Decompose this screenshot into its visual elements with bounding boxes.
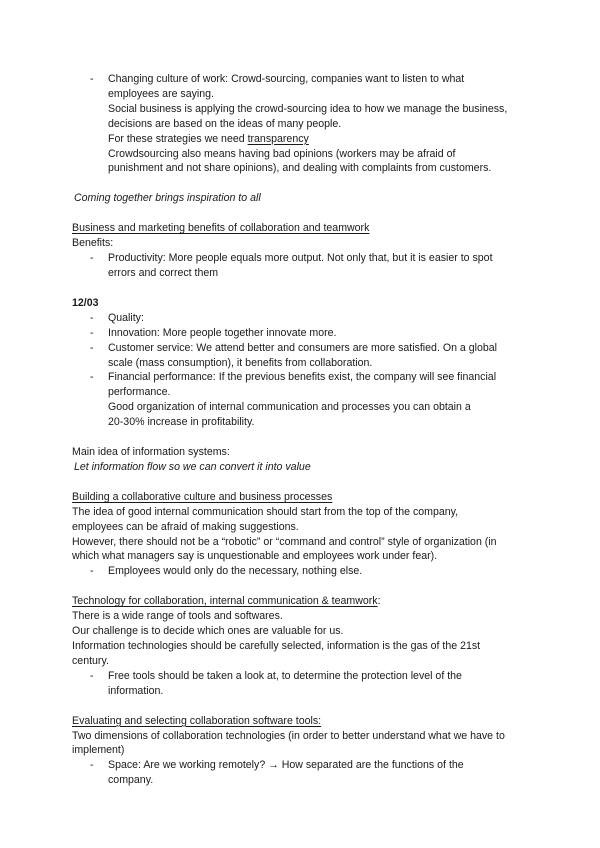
- bullet-dash: -: [90, 565, 94, 578]
- list-item: [72, 758, 532, 788]
- section-heading-technology: Technology for collaboration, internal communication & teamwork: [72, 595, 378, 608]
- text-line: century.: [72, 654, 109, 667]
- quote-inspiration: Coming together brings inspiration to all: [74, 192, 261, 205]
- text-line: employees can be afraid of making suggestions.: [72, 520, 299, 533]
- text-line: errors and correct them: [108, 266, 219, 279]
- text-line: Quality:: [108, 311, 144, 324]
- heading-colon: :: [377, 595, 381, 608]
- text-line: Customer service: We attend better and consumers are more satisfied. On a global: [108, 341, 498, 354]
- text-line: Financial performance: If the previous benefits exist, the company will see financial: [108, 371, 497, 384]
- text-line: Crowdsourcing also means having bad opinions (workers may be afraid of: [108, 147, 456, 160]
- text-line: Changing culture of work: Crowd-sourcing, companies want to listen to what: [108, 73, 465, 85]
- list-item: [72, 72, 532, 176]
- text-line: punishment and not share opinions), and dealing with complaints from customers.: [108, 162, 492, 175]
- bullet-dash: -: [90, 759, 94, 772]
- text-line: Innovation: More people together innovate more.: [108, 326, 337, 339]
- transparency-word: transparency: [247, 132, 309, 145]
- text-line: However, there should not be a “robotic” or “command and control” style of organization (in: [72, 535, 497, 548]
- date-heading: 12/03: [72, 296, 99, 309]
- text-line: information.: [108, 684, 164, 697]
- list-item: [72, 326, 532, 341]
- bullet-dash: -: [90, 371, 94, 384]
- text-line: Good organization of internal communication and processes you can obtain a: [108, 401, 471, 414]
- text-line: decisions are based on the ideas of many people.: [108, 117, 342, 130]
- section-heading-technology-row: [72, 594, 532, 609]
- text-line: [108, 132, 532, 147]
- text-line: implement): [72, 744, 125, 757]
- list-item: [72, 669, 532, 699]
- text-line: employees are saying.: [108, 87, 214, 100]
- text-line: scale (mass consumption), it benefits from collaboration.: [108, 356, 373, 369]
- bullet-dash: -: [90, 341, 94, 354]
- transparency-prefix: For these strategies we need: [108, 132, 248, 145]
- bullet-dash: -: [90, 326, 94, 339]
- list-item: [72, 564, 532, 579]
- text-line: Our challenge is to decide which ones are valuable for us.: [72, 625, 344, 638]
- bullet-dash: -: [90, 252, 94, 265]
- list-item: [72, 251, 532, 281]
- text-line: Productivity: More people equals more output. Not only that, but it is easier to spot: [108, 252, 493, 265]
- section-heading-culture: Building a collaborative culture and business processes: [72, 490, 333, 503]
- list-item: [72, 341, 532, 371]
- section-heading-evaluating: Evaluating and selecting collaboration software tools:: [72, 714, 322, 727]
- text-line: There is a wide range of tools and softwares.: [72, 610, 283, 623]
- quote-information-flow: Let information flow so we can convert it into value: [74, 460, 311, 473]
- text-line: Social business is applying the crowd-sourcing idea to how we manage the business,: [108, 102, 508, 115]
- bullet-dash: -: [90, 669, 94, 682]
- text-line: which what managers say is unquestionable and employees work under fear).: [72, 550, 438, 563]
- bullet-dash: -: [90, 73, 94, 85]
- info-systems-label: Main idea of information systems:: [72, 446, 230, 459]
- list-item: [72, 311, 532, 326]
- text-line: Two dimensions of collaboration technologies (in order to better understand what we have to: [72, 729, 505, 742]
- text-line: Free tools should be taken a look at, to determine the protection level of the: [108, 669, 462, 682]
- text-line: The idea of good internal communication should start from the top of the company,: [72, 505, 459, 518]
- document-page: [72, 72, 532, 788]
- text-line: 20-30% increase in profitability.: [108, 416, 255, 429]
- text-line: Employees would only do the necessary, nothing else.: [108, 565, 363, 578]
- bullet-dash: -: [90, 311, 94, 324]
- section-heading-benefits: Business and marketing benefits of collaboration and teamwork: [72, 222, 370, 235]
- benefits-label: Benefits:: [72, 237, 114, 250]
- text-line: company.: [108, 774, 154, 787]
- list-item: [72, 370, 532, 430]
- text-line: Information technologies should be carefully selected, information is the gas of the 21st: [72, 640, 481, 652]
- text-line: Space: Are we working remotely? → How separated are the functions of the: [108, 759, 464, 772]
- text-line: performance.: [108, 386, 171, 399]
